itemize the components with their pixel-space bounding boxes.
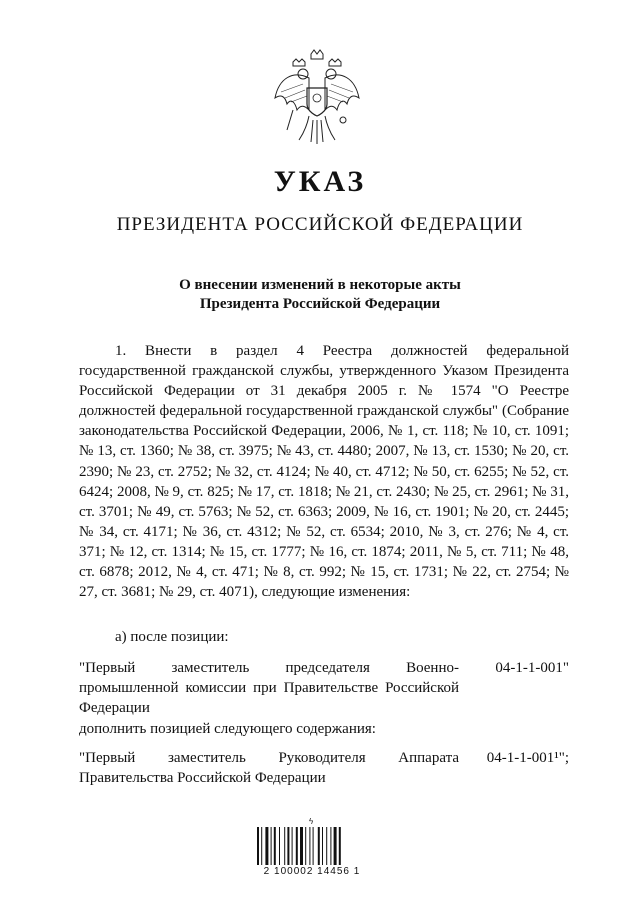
subject-line-2: Президента Российской Федерации [199, 296, 441, 312]
position-1-text: "Первый заместитель председателя Военно-промышленной комиссии при Правительстве Российской Федерации [79, 660, 459, 716]
position-2-code: 04-1-1-001¹"; [486, 750, 569, 766]
position-2 [79, 748, 569, 788]
barcode-bar [292, 827, 293, 865]
barcode-bar [284, 827, 285, 865]
subject-line-1: О внесении изменений в некоторые акты [179, 277, 461, 293]
barcode-bar [334, 827, 337, 865]
add-position-line: дополнить позицией следующего содержания: [79, 721, 376, 737]
russian-coat-of-arms-emblem [273, 48, 361, 146]
barcode-bar [339, 827, 341, 865]
position-2-text: "Первый заместитель Руководителя Аппарата Правительства Российской Федерации [79, 750, 459, 786]
barcode-bar [265, 827, 268, 865]
barcode-image [255, 815, 369, 867]
barcode-bar [300, 827, 303, 865]
barcode-bar [309, 827, 310, 865]
barcode-bar [326, 827, 327, 865]
position-1 [79, 658, 569, 718]
barcode-bar [271, 827, 272, 865]
barcode-number: 2 100002 14456 1 [263, 866, 361, 877]
barcode-bar [330, 827, 331, 865]
item-a-label: а) после позиции: [115, 629, 229, 645]
barcode-bar [274, 827, 276, 865]
barcode-bar [257, 827, 259, 865]
barcode-bar [296, 827, 298, 865]
barcode-bar [305, 827, 306, 865]
position-1-code: 04-1-1-001" [495, 660, 569, 676]
document-title: УКАЗ [273, 165, 367, 198]
document-subject [0, 276, 640, 314]
document-subtitle: ПРЕЗИДЕНТА РОССИЙСКОЙ ФЕДЕРАЦИИ [116, 214, 524, 235]
barcode-bar [322, 827, 323, 865]
barcode-bar [318, 827, 320, 865]
barcode-tag: ϟ [309, 817, 314, 826]
barcode-bar [279, 827, 280, 865]
barcode-bar [261, 827, 262, 865]
barcode-bar [287, 827, 289, 865]
barcode-bar [313, 827, 314, 865]
paragraph-1-text: 1. Внести в раздел 4 Реестра должностей федеральной государственной гражданской службы, утвержденного Указом Президента Российской Федерации от 31 декабря 2005 г. № 1574 "О Реестре должностей федеральной государственной гражданской службы" (Собрание законодательства Российской Федерации, 2006, № 1, ст. 118; № 10, ст. 1091; № 13, ст. 1360; № 38, ст. 3975; № 43, ст. 4480; 2007, № 13, ст. 1530; № 20, ст. 2390; № 23, ст. 2752; № 32, ст. 4124; № 40, ст. 4712; № 50, ст. 6255; № 52, ст. 6424; 2008, № 9, ст. 825; № 17, ст. 1818; № 21, ст. 2430; № 25, ст. 2961; № 31, ст. 3701; № 49, ст. 5763; № 52, ст. 6363; 2009, № 16, ст. 1901; № 20, ст. 2445; № 34, ст. 4171; № 36, ст. 4312; № 52, ст. 6534; 2010, № 3, ст. 276; № 4, ст. 371; № 12, ст. 1314; № 15, ст. 1777; № 16, ст. 1874; 2011, № 5, ст. 711; № 48, ст. 6878; 2012, № 4, ст. 471; № 8, ст. 992; № 15, ст. 1731; № 22, ст. 2754; № 27, ст. 3681; № 29, ст. 4071), следующие изменения: [79, 343, 569, 601]
paragraph-1 [79, 341, 569, 602]
